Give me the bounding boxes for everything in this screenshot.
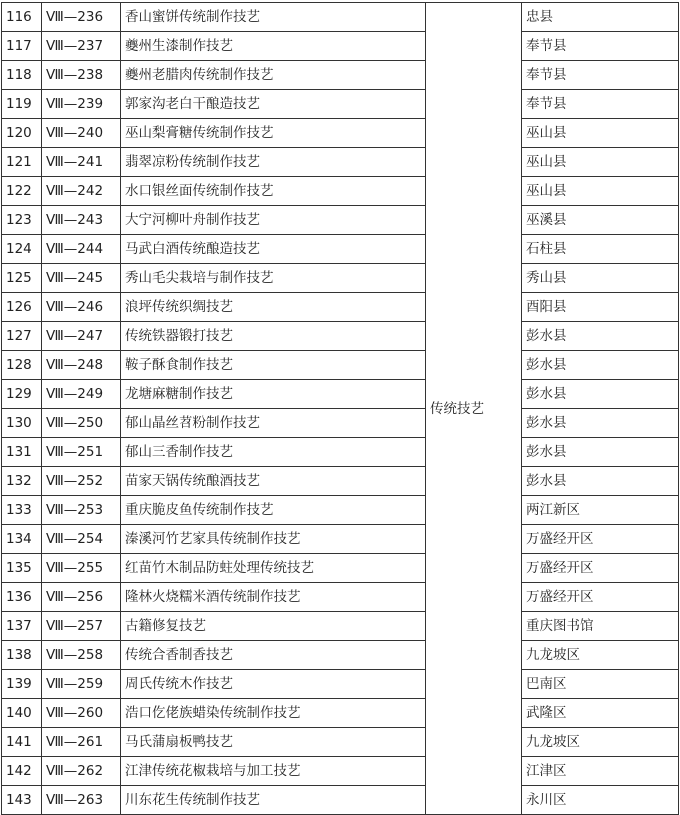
item-code: Ⅷ—245 (42, 264, 121, 293)
item-code: Ⅷ—242 (42, 177, 121, 206)
row-number: 140 (2, 699, 42, 728)
region-cell: 彭水县 (522, 467, 679, 496)
row-number: 119 (2, 90, 42, 119)
item-code: Ⅷ—237 (42, 32, 121, 61)
item-code: Ⅷ—244 (42, 235, 121, 264)
item-code: Ⅷ—254 (42, 525, 121, 554)
item-name: 苗家天锅传统酿酒技艺 (121, 467, 426, 496)
row-number: 118 (2, 61, 42, 90)
item-code: Ⅷ—262 (42, 757, 121, 786)
item-name: 夔州老腊肉传统制作技艺 (121, 61, 426, 90)
table-row (2, 525, 679, 554)
region-cell: 彭水县 (522, 322, 679, 351)
table-row (2, 148, 679, 177)
table-row (2, 3, 679, 32)
item-name: 江津传统花椒栽培与加工技艺 (121, 757, 426, 786)
row-number: 138 (2, 641, 42, 670)
table-row (2, 757, 679, 786)
row-number: 134 (2, 525, 42, 554)
item-name: 马氏蒲扇板鸭技艺 (121, 728, 426, 757)
item-name: 隆林火烧糯米酒传统制作技艺 (121, 583, 426, 612)
item-name: 红苗竹木制品防蛀处理传统技艺 (121, 554, 426, 583)
row-number: 139 (2, 670, 42, 699)
table-row (2, 699, 679, 728)
region-cell: 彭水县 (522, 351, 679, 380)
item-name: 传统铁器锻打技艺 (121, 322, 426, 351)
table-row (2, 438, 679, 467)
table-row (2, 293, 679, 322)
region-cell: 两江新区 (522, 496, 679, 525)
region-cell: 秀山县 (522, 264, 679, 293)
row-number: 132 (2, 467, 42, 496)
item-code: Ⅷ—259 (42, 670, 121, 699)
row-number: 143 (2, 786, 42, 815)
row-number: 116 (2, 3, 42, 32)
region-cell: 九龙坡区 (522, 728, 679, 757)
table-row (2, 206, 679, 235)
table-row (2, 119, 679, 148)
item-name: 翡翠凉粉传统制作技艺 (121, 148, 426, 177)
item-code: Ⅷ—249 (42, 380, 121, 409)
region-cell: 彭水县 (522, 438, 679, 467)
item-code: Ⅷ—253 (42, 496, 121, 525)
region-cell: 奉节县 (522, 32, 679, 61)
region-cell: 重庆图书馆 (522, 612, 679, 641)
region-cell: 石柱县 (522, 235, 679, 264)
item-code: Ⅷ—261 (42, 728, 121, 757)
item-name: 水口银丝面传统制作技艺 (121, 177, 426, 206)
item-name: 郭家沟老白干酿造技艺 (121, 90, 426, 119)
table-row (2, 90, 679, 119)
item-name: 郁山三香制作技艺 (121, 438, 426, 467)
table-row (2, 32, 679, 61)
region-cell: 巫溪县 (522, 206, 679, 235)
item-code: Ⅷ—255 (42, 554, 121, 583)
item-code: Ⅷ—238 (42, 61, 121, 90)
table-row (2, 177, 679, 206)
row-number: 128 (2, 351, 42, 380)
region-cell: 九龙坡区 (522, 641, 679, 670)
region-cell: 巫山县 (522, 148, 679, 177)
item-name: 溱溪河竹艺家具传统制作技艺 (121, 525, 426, 554)
item-code: Ⅷ—251 (42, 438, 121, 467)
heritage-table-body (2, 3, 679, 815)
item-code: Ⅷ—239 (42, 90, 121, 119)
region-cell: 永川区 (522, 786, 679, 815)
region-cell: 彭水县 (522, 380, 679, 409)
heritage-table (1, 2, 679, 815)
item-code: Ⅷ—248 (42, 351, 121, 380)
row-number: 131 (2, 438, 42, 467)
table-row (2, 583, 679, 612)
item-name: 大宁河柳叶舟制作技艺 (121, 206, 426, 235)
table-row (2, 61, 679, 90)
item-name: 川东花生传统制作技艺 (121, 786, 426, 815)
row-number: 124 (2, 235, 42, 264)
row-number: 117 (2, 32, 42, 61)
item-code: Ⅷ—246 (42, 293, 121, 322)
item-name: 郁山晶丝苕粉制作技艺 (121, 409, 426, 438)
row-number: 135 (2, 554, 42, 583)
item-name: 香山蜜饼传统制作技艺 (121, 3, 426, 32)
region-cell: 巴南区 (522, 670, 679, 699)
table-row (2, 641, 679, 670)
row-number: 136 (2, 583, 42, 612)
item-code: Ⅷ—236 (42, 3, 121, 32)
item-code: Ⅷ—257 (42, 612, 121, 641)
table-row (2, 351, 679, 380)
region-cell: 江津区 (522, 757, 679, 786)
row-number: 121 (2, 148, 42, 177)
region-cell: 万盛经开区 (522, 583, 679, 612)
item-name: 浪坪传统织绸技艺 (121, 293, 426, 322)
item-name: 浩口仡佬族蜡染传统制作技艺 (121, 699, 426, 728)
item-code: Ⅷ—250 (42, 409, 121, 438)
region-cell: 万盛经开区 (522, 554, 679, 583)
item-code: Ⅷ—260 (42, 699, 121, 728)
category-cell: 传统技艺 (426, 3, 522, 815)
table-row (2, 728, 679, 757)
item-code: Ⅷ—252 (42, 467, 121, 496)
table-row (2, 380, 679, 409)
table-row (2, 467, 679, 496)
item-code: Ⅷ—243 (42, 206, 121, 235)
row-number: 129 (2, 380, 42, 409)
item-name: 秀山毛尖栽培与制作技艺 (121, 264, 426, 293)
item-code: Ⅷ—240 (42, 119, 121, 148)
region-cell: 酉阳县 (522, 293, 679, 322)
row-number: 130 (2, 409, 42, 438)
item-name: 夔州生漆制作技艺 (121, 32, 426, 61)
item-name: 传统合香制香技艺 (121, 641, 426, 670)
row-number: 127 (2, 322, 42, 351)
item-name: 周氏传统木作技艺 (121, 670, 426, 699)
table-row (2, 786, 679, 815)
row-number: 122 (2, 177, 42, 206)
region-cell: 奉节县 (522, 61, 679, 90)
table-row (2, 264, 679, 293)
item-name: 古籍修复技艺 (121, 612, 426, 641)
region-cell: 万盛经开区 (522, 525, 679, 554)
table-row (2, 670, 679, 699)
item-name: 马武白酒传统酿造技艺 (121, 235, 426, 264)
item-name: 巫山梨膏糖传统制作技艺 (121, 119, 426, 148)
row-number: 125 (2, 264, 42, 293)
item-code: Ⅷ—241 (42, 148, 121, 177)
item-name: 重庆脆皮鱼传统制作技艺 (121, 496, 426, 525)
row-number: 123 (2, 206, 42, 235)
region-cell: 奉节县 (522, 90, 679, 119)
item-code: Ⅷ—263 (42, 786, 121, 815)
region-cell: 巫山县 (522, 177, 679, 206)
region-cell: 彭水县 (522, 409, 679, 438)
item-name: 鞍子酥食制作技艺 (121, 351, 426, 380)
table-row (2, 322, 679, 351)
region-cell: 巫山县 (522, 119, 679, 148)
item-code: Ⅷ—258 (42, 641, 121, 670)
table-row (2, 235, 679, 264)
row-number: 133 (2, 496, 42, 525)
row-number: 126 (2, 293, 42, 322)
table-row (2, 496, 679, 525)
region-cell: 忠县 (522, 3, 679, 32)
region-cell: 武隆区 (522, 699, 679, 728)
item-code: Ⅷ—256 (42, 583, 121, 612)
item-code: Ⅷ—247 (42, 322, 121, 351)
item-name: 龙塘麻糖制作技艺 (121, 380, 426, 409)
row-number: 141 (2, 728, 42, 757)
table-row (2, 612, 679, 641)
row-number: 137 (2, 612, 42, 641)
table-row (2, 554, 679, 583)
row-number: 120 (2, 119, 42, 148)
row-number: 142 (2, 757, 42, 786)
table-row (2, 409, 679, 438)
